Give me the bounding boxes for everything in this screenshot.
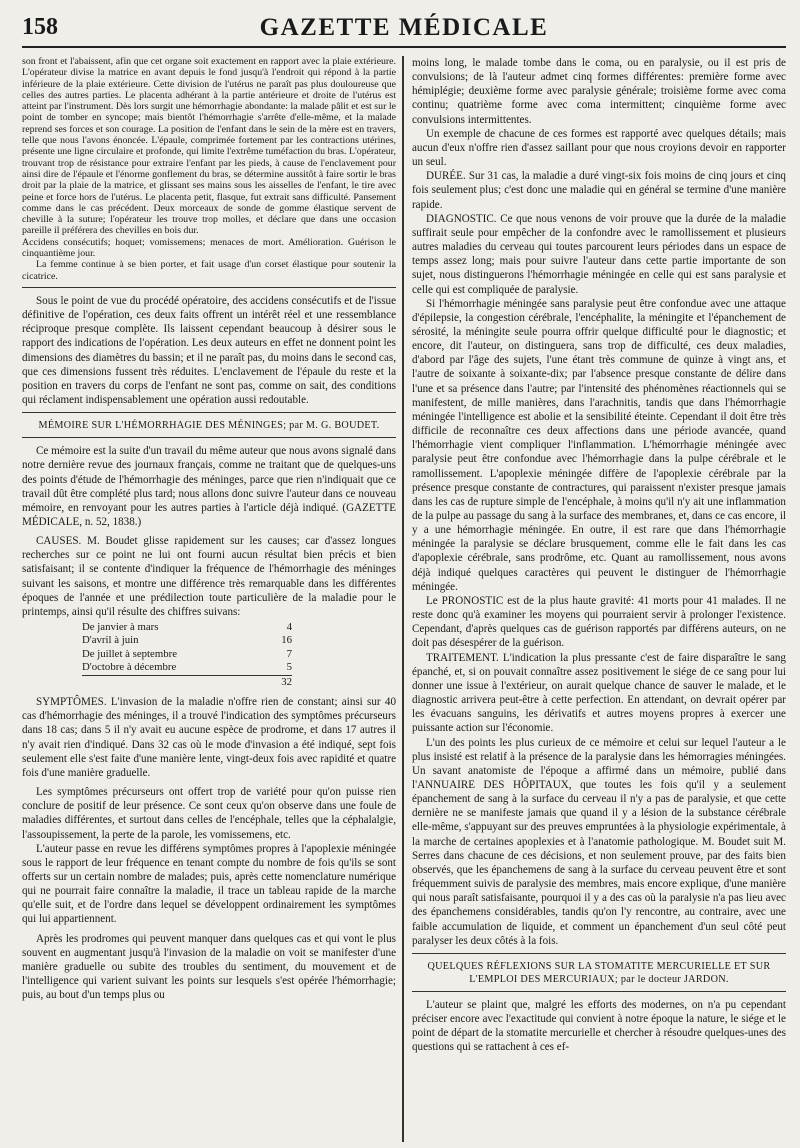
table-cell: D'octobre à décembre bbox=[82, 661, 177, 674]
diagnostic-heading: DIAGNOSTIC. bbox=[425, 212, 497, 225]
paragraph bbox=[412, 651, 786, 736]
divider bbox=[412, 953, 786, 954]
symptomes-heading: SYMPTÔMES. bbox=[36, 696, 107, 709]
left-column bbox=[22, 56, 396, 1142]
table-cell: D'avril à juin bbox=[82, 634, 139, 647]
paragraph-text: L'invasion de la maladie n'offre rien de constant; ainsi sur 40 cas d'hémorrhagie des méninges, il a trouvé l'indication des symptômes précurseurs dans 18 cas; dans 5 il n'y avait eu aucune espèce de prodrome, et dans 17 autres il n'y avait rien d'indiqué. Dans 32 cas où le mode d'invasion a été indiqué, sept fois seulement elle s'est faite d'une manière lente, vingt-deux fois avec rapidité et quatre fois d'une manière graduelle. bbox=[22, 696, 396, 779]
section-title: QUELQUES RÉFLEXIONS SUR LA STOMATITE MERCURIELLE ET SUR L'EMPLOI DES MERCURIAUX; par le docteur JARDON. bbox=[427, 960, 771, 985]
paragraph bbox=[412, 212, 786, 297]
paragraph: Un exemple de chacune de ces formes est rapporté avec quelques détails; mais aucun d'eux n'offre rien d'assez saillant pour que nous croyions devoir en rapporter un seul. bbox=[411, 127, 786, 169]
paragraph bbox=[22, 534, 396, 619]
paragraph-text: M. Boudet glisse rapidement sur les causes; car d'assez longues recherches sur ce point ne lui ont fourni aucun résultat bien précis et bien satisfaisant; il se contente d'indiquer la fréquence de l'hémorrhagie des méninges suivant les saisons, et montre une différence très remarquable dans les différentes époques de l'année et une prédilection toute particulière de la maladie pour le printemps, ainsi qu'il résulte des chiffres suivans: bbox=[22, 535, 396, 618]
column-rule bbox=[402, 56, 404, 1142]
section-title: MÉMOIRE SUR L'HÉMORRHAGIE DES MÉNINGES; par M. G. BOUDET. bbox=[38, 420, 380, 432]
right-column bbox=[412, 56, 786, 1142]
paragraph: L'auteur se plaint que, malgré les efforts des modernes, on n'a pu cependant préciser encore avec l'exactitude qui convient à notre époque la nature, le siége et le point de départ de la stomatite mercurielle et chercher à résoudre quelques-unes des questions qui se rattachent à ces ef- bbox=[411, 998, 786, 1054]
paragraph: son front et l'abaissent, afin que cet organe soit exactement en rapport avec la plaie extérieure. L'opérateur divise la matrice en avant depuis le fond jusqu'à l'endroit qui répond à la partie inférieure de la plaie extérieure. Cette division de l'utérus ne paraît pas plus douloureuse que celles des autres parties. Le placenta adhérant à la partie antérieure et droite de l'utérus est atteint par l'instrument. Dès lors surgit une hémorrhagie abondante: la malade pâlit et est sur le point de tomber en syncope; mais bientôt l'hémorrhagie s'arrête d'elle-même, et la malade reprend ses forces et son courage. La position de l'enfant dans le sein de la mère est en travers, telle que nous l'avons énoncée. L'épaule, comprimée fortement par les contractions utérines, présente une ligne circulaire et profonde, qui limite l'extrême tuméfaction du bras. L'opérateur, trouvant trop de résistance pour extraire l'enfant par les pieds, à cause de l'enclavement pour ainsi dire de l'épaule et l'énorme gonflement du bras, se détermine aussitôt à faire sortir le bras droit par la plaie de la matrice, et glissant ses mains sous les aisselles de l'enfant, le tire avec peine et force hors de l'utérus. Le placenta petit, flasque, fut extrait sans difficulté. Pansement comme dans le cas précédent. Deux morceaux de sonde de gomme élastique servent de cheville à la suture; l'opérateur les trouve trop molles, et déclare que dans une occasion pareille il préférera des chevilles en bois dur. bbox=[22, 56, 396, 237]
paragraph-text: est de la plus haute gravité: 41 morts pour 41 malades. Il ne reste donc qu'à examiner les moyens qui pourraient servir à prolonger l'existence. Cependant, d'après quelques cas de guérison rapportés par différens auteurs, on ne doit pas désespérer de la guérison. bbox=[411, 594, 786, 650]
table-cell: De janvier à mars bbox=[82, 621, 159, 634]
paragraph bbox=[22, 695, 396, 780]
divider bbox=[22, 412, 396, 413]
paragraph-text: Le bbox=[425, 594, 442, 607]
text-columns bbox=[22, 56, 786, 1142]
paragraph: Sous le point de vue du procédé opératoire, des accidens consécutifs et de l'issue définitive de l'opération, ces deux faits offrent un intérêt réel et une ressemblance réciproque presque complète. Ils laissent cependant beaucoup à désirer sous le rapport des indications de l'opération. Les deux auteurs en effet ne donnent point les dimensions des diamètres du bassin; et il ne paraît pas, du moins dans le second cas, que ces dimensions fussent très réduites. L'enclavement de l'épaule du reste et la position en travers du corps de l'enfant ne sont pas, comme on sait, des conditions qui réclament indispensablement une opération aussi redoutable. bbox=[22, 294, 396, 407]
paragraph: Après les prodromes qui peuvent manquer dans quelques cas et qui vont le plus souvent en augmentant jusqu'à l'invasion de la maladie on voit se manifester d'une manière graduelle ou subite des troubles du sentiment, du mouvement et de l'intelligence qui varient suivant les points sur lesquels s'est opérée l'hémorrhagie; puis, au bout d'un temps plus ou bbox=[22, 932, 396, 1002]
paragraph: La femme continue à se bien porter, et fait usage d'un corset élastique pour soutenir la cicatrice. bbox=[22, 259, 396, 282]
paragraph-text: L'indication la plus pressante c'est de faire disparaître le sang épanché, et, si on pouvait connaître assez positivement le siége de ce sang pour lui donner une issue à l'extérieur, on aurait quelque chance de sauver le malade, et le diagnostic arrivera peut-être à cette perfection. En attendant, on devrait opérer par les évacuans sanguins, les dérivatifs et autres moyens propres à exercer une puissante action sur l'économie. bbox=[411, 651, 786, 735]
paragraph: moins long, le malade tombe dans le coma, ou en paralysie, ou il est pris de convulsions; de là l'auteur admet cinq formes différentes: première forme avec hémiplégie; deuxième forme avec paralysie générale; troisième forme avec coma continu; quatrième forme avec coma intermittent; cinquième forme avec convulsions intermittentes. bbox=[411, 57, 786, 126]
table-total: 32 bbox=[242, 675, 292, 689]
causes-heading: CAUSES. bbox=[36, 535, 82, 548]
paragraph-text: Ce que nous venons de voir prouve que la durée de la maladie suffirait seule pour empêcher de la confondre avec le ramollissement et plusieurs autres maladies du cerveau qui toutes parcourent leurs périodes dans un espace de temps assez long; mais pour suivre l'auteur dans cette partie importante de son sujet, nous distinguerons l'hémorrhagie méningée en celle qui est sans paralysie et celle qui est compliquée de paralysie. bbox=[411, 212, 786, 296]
paragraph: Si l'hémorrhagie méningée sans paralysie peut être confondue avec une attaque d'épilepsie, la congestion cérébrale, l'encéphalite, la méningite et l'épanchement de sérosité, la méningite seule pourra offrir quelque difficulté pour le diagnostic; et encore, dit l'auteur, on distinguera, sans trop de difficulté, ces deux maladies, d'abord par l'âge des sujets, l'une étant très commune de quinze à vingt ans, et l'autre de soixante à soixante-dix; par l'absence presque constante de délire dans l'une et sa présence dans l'autre; par l'intensité des phénomènes réactionnels qui se manifestent, de mille manières, dans l'arachnitis, tandis que dans l'hémorrhagie méningée l'intelligence est abolie et la sensibilité éteinte. Cependant il doit être très difficile de reconnaître ces deux affections dans une période avancée, quand l'hémorrhagie vient compliquer l'inflammation. L'hémorrhagie méningée avec paralysie peut être confondue avec l'hémorrhagie dans la pulpe cérébrale et le ramollissement. L'apoplexie méningée diffère de l'apoplexie cérébrale par la présence presque constante de contractures, qui paraissent n'exister presque jamais dans les cas de rupture simple de l'encéphale, à moins qu'il n'y ait une inflammation de la pulpe au passage du sang à la surface des membranes, et, dans ce cas encore, il y a une hémorrhagie méningée. En outre, il est rare que dans l'hémorrhagie méningée la paralysie se déclare brusquement, comme elle le fait dans les cas d'apoplexie cérébrale, sans prodrôme, etc. Quant au ramollissement, nous avons déjà indiqué quelques caractères qui peuvent le distinguer de l'hémorrhagie méningée. bbox=[411, 297, 786, 593]
paragraph: Ce mémoire est la suite d'un travail du même auteur que nous avons signalé dans notre dernière revue des journaux français, comme ne traitant que de quelques-uns des points d'étude de l'hémorrhagie des méninges, parce que rien n'indiquait que ce travail dût être complété plus tard; nous allons donc suivre l'auteur dans ce nouveau mémoire, en renvoyant pour les autres parties à l'article déjà indiqué. (GAZETTE MÉDICALE, n. 52, 1838.) bbox=[22, 445, 396, 528]
table-cell: 5 bbox=[286, 661, 292, 674]
table-total-row bbox=[82, 675, 292, 689]
paragraph: Les symptômes précurseurs ont offert trop de variété pour qu'on puisse rien conclure de positif de leur présence. Ce sont ceux qu'on observe dans une foule de maladies différentes, et surtout dans celles de l'encéphale, telles que la céphalalgie, l'assoupissement, la perte de la parole, les vomissemens, etc. bbox=[22, 786, 396, 841]
months-table bbox=[82, 621, 292, 689]
divider bbox=[22, 437, 396, 438]
table-cell: 7 bbox=[286, 647, 292, 660]
page-header bbox=[22, 0, 786, 48]
table-row bbox=[82, 648, 292, 661]
table-cell: 4 bbox=[286, 621, 292, 634]
paragraph: L'un des points les plus curieux de ce mémoire et celui sur lequel l'auteur a le plus insisté est relatif à la présence de la paralysie dans les hémorragies méningées. Un savant anatomiste de l'époque a affirmé dans un mémoire, publié dans l'ANNUAIRE DES HÔPITAUX, que toutes les fois qu'il y a seulement épanchement de sang à la surface du cerveau il n'y a pas de paralysie, et que cette dernière ne se manifeste jamais que quand il y a lésion de la substance cérébrale elle-même, s'appuyant sur des preuves empruntées à la physiologie expérimentale, à la marche de certaines apoplexies et à l'anatomie pathologique. M. Boudet suit M. Serres dans chacune de ces décisions, et non seulement prouve, par des faits bien observés, que les épanchemens de sang à la surface du cerveau peuvent être et sont fréquemment suivis de paralysie des membres, mais encore explique, d'une manière qui nous paraît satisfaisante, pourquoi il y a des cas où la paralysie n'a pas lieu avec des épanchemens considérables, tandis qu'on l'y rencontre, au contraire, avec une faible accumulation de liquide, et comment un épanchement d'un seul côté peut paralyser les deux côtés à la fois. bbox=[411, 736, 786, 947]
paragraph bbox=[412, 169, 786, 211]
page-number: 158 bbox=[22, 14, 58, 40]
paragraph: Accidens consécutifs; hoquet; vomissemens; menaces de mort. Amélioration. Guérison le cinquantième jour. bbox=[22, 236, 396, 260]
paragraph-text: Sur 31 cas, la maladie a duré vingt-six fois moins de cinq jours et cinq fois seulement plus; c'est donc une maladie qui en général se termine d'une manière rapide. bbox=[411, 170, 786, 211]
pronostic-heading: PRONOSTIC bbox=[441, 594, 504, 607]
paragraph: L'auteur passe en revue les différens symptômes propres à l'apoplexie méningée sous le rapport de leur fréquence en tenant compte du nombre de fois qu'ils se sont offerts sur un certain nombre de malades; puis, après cette nomenclature numérique qui ne pourrait faire connaître la maladie, il trace un tableau rapide de la marche qu'elle suit, et de l'ordre dans lequel se développent ordinairement les symptômes qui lui appartiennent. bbox=[22, 842, 396, 926]
table-row bbox=[82, 661, 292, 675]
paragraph bbox=[412, 594, 786, 651]
table-cell: 16 bbox=[281, 634, 292, 647]
table-row bbox=[82, 621, 292, 634]
divider bbox=[22, 287, 396, 288]
table-cell: De juillet à septembre bbox=[82, 647, 178, 660]
divider bbox=[412, 991, 786, 992]
duree-heading: DURÉE. bbox=[425, 170, 466, 183]
table-row bbox=[82, 634, 292, 647]
journal-title: GAZETTE MÉDICALE bbox=[259, 14, 549, 41]
traitement-heading: TRAITEMENT. bbox=[425, 651, 499, 664]
